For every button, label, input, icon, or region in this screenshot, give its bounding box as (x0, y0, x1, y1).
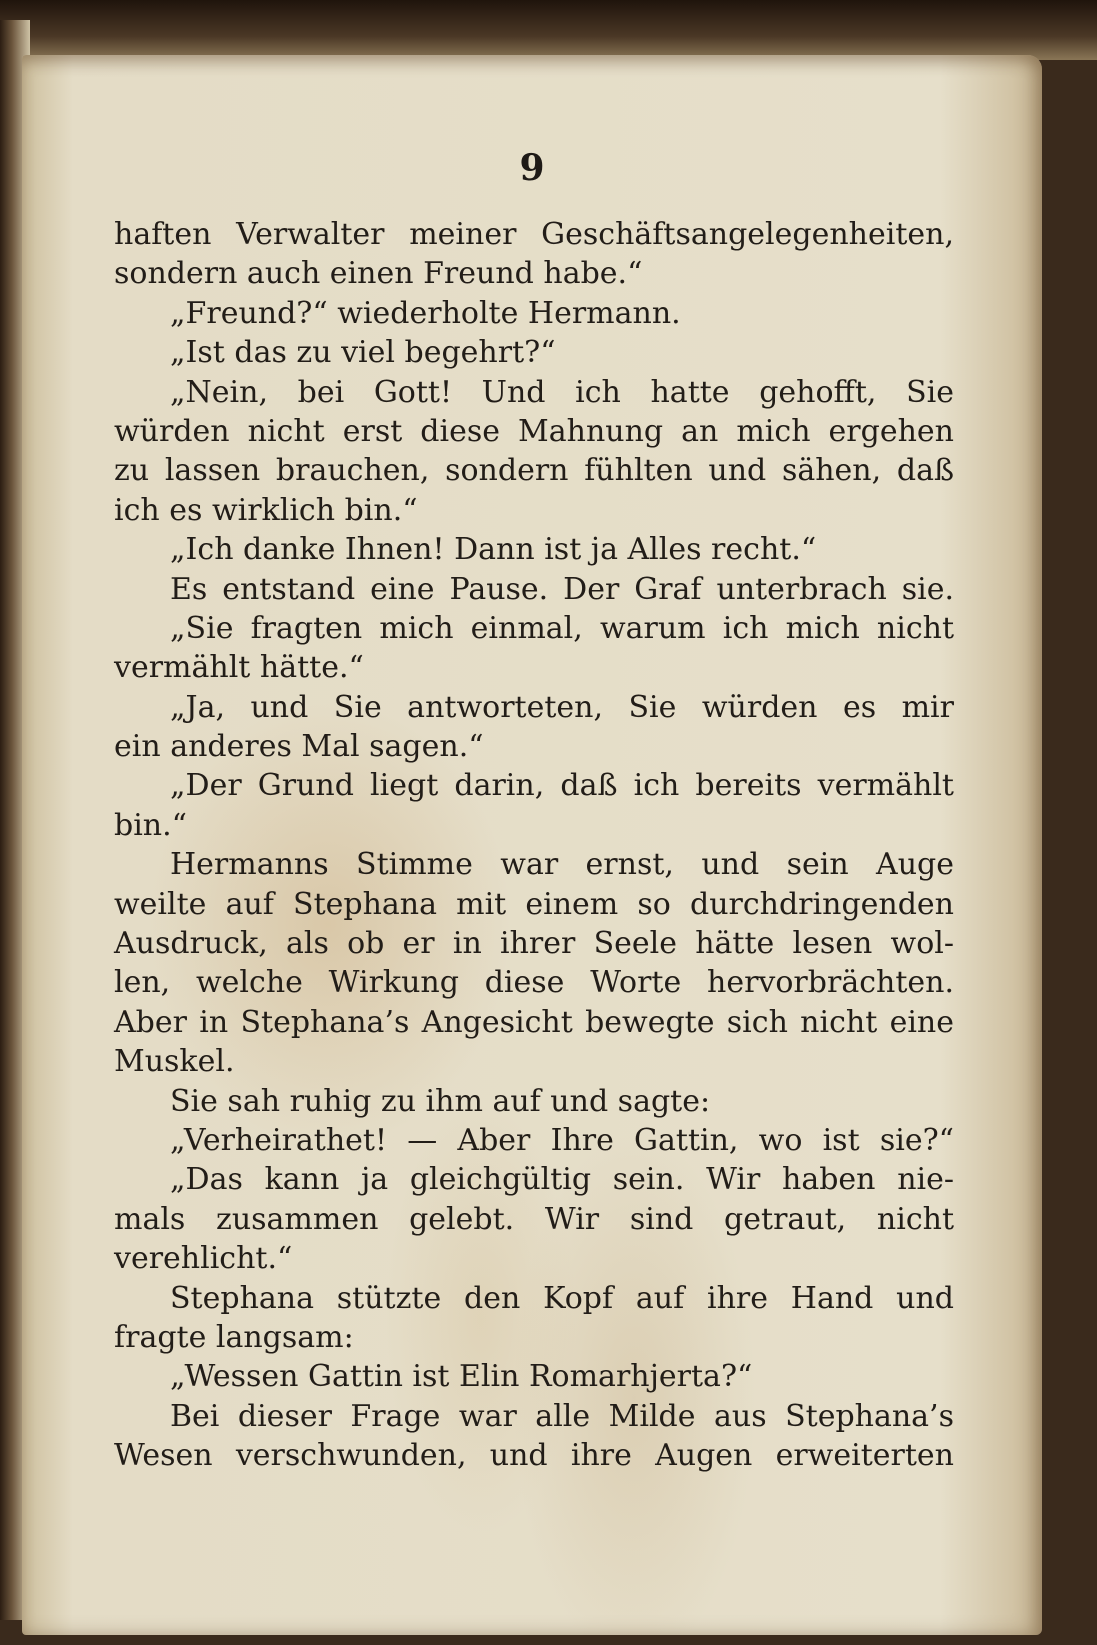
text-line: Bei dieser Frage war alle Milde aus Stephana’s (170, 1398, 954, 1434)
text-line: mals zusammen gelebt. Wir sind getraut, nicht (114, 1201, 954, 1237)
page-number: 9 (519, 147, 545, 189)
text-line: „Wessen Gattin ist Elin Romarhjerta?“ (170, 1359, 753, 1395)
text-line: „Verheirathet! — Aber Ihre Gattin, wo ist sie?“ (170, 1122, 954, 1158)
text-line: Es entstand eine Pause. Der Graf unterbrach sie. (170, 571, 954, 607)
book-page (22, 55, 1042, 1635)
text-line: Stephana stützte den Kopf auf ihre Hand und (170, 1280, 954, 1316)
text-line: würden nicht erst diese Mahnung an mich ergehen (114, 413, 954, 449)
text-line: ein anderes Mal sagen.“ (114, 729, 484, 765)
text-line: Aber in Stephana’s Angesicht bewegte sich nicht eine (114, 1004, 954, 1040)
text-line: „Freund?“ wiederholte Hermann. (170, 295, 681, 331)
text-line: weilte auf Stephana mit einem so durchdringenden (114, 886, 954, 922)
text-line: Ausdruck, als ob er in ihrer Seele hätte lesen wol- (114, 926, 954, 962)
page-text (114, 215, 954, 1476)
text-line: „Der Grund liegt darin, daß ich bereits vermählt (170, 768, 954, 804)
text-line: vermählt hätte.“ (114, 650, 364, 686)
text-line: „Ja, und Sie antworteten, Sie würden es mir (170, 689, 954, 725)
text-line: Muskel. (114, 1044, 235, 1080)
text-line: bin.“ (114, 807, 187, 843)
text-line: Hermanns Stimme war ernst, und sein Auge (170, 847, 954, 883)
text-line: sondern auch einen Freund habe.“ (114, 256, 643, 292)
text-line: verehlicht.“ (114, 1241, 293, 1277)
text-line: „Ich danke Ihnen! Dann ist ja Alles recht.“ (170, 532, 817, 568)
text-line: len, welche Wirkung diese Worte hervorbrächten. (114, 965, 954, 1001)
text-line: Wesen verschwunden, und ihre Augen erweiterten (114, 1438, 954, 1474)
text-line: „Nein, bei Gott! Und ich hatte gehofft, Sie (170, 374, 954, 410)
text-line: Sie sah ruhig zu ihm auf und sagte: (170, 1083, 711, 1119)
text-line: „Ist das zu viel begehrt?“ (170, 335, 556, 371)
book-top-edge (0, 0, 1097, 60)
text-line: „Sie fragten mich einmal, warum ich mich nicht (170, 610, 954, 646)
text-line: zu lassen brauchen, sondern fühlten und sähen, daß (114, 453, 954, 489)
text-line: „Das kann ja gleichgültig sein. Wir haben nie- (170, 1162, 954, 1198)
text-line: ich es wirklich bin.“ (114, 492, 418, 528)
text-line: fragte langsam: (114, 1319, 354, 1355)
text-line: haften Verwalter meiner Geschäftsangelegenheiten, (114, 217, 954, 252)
